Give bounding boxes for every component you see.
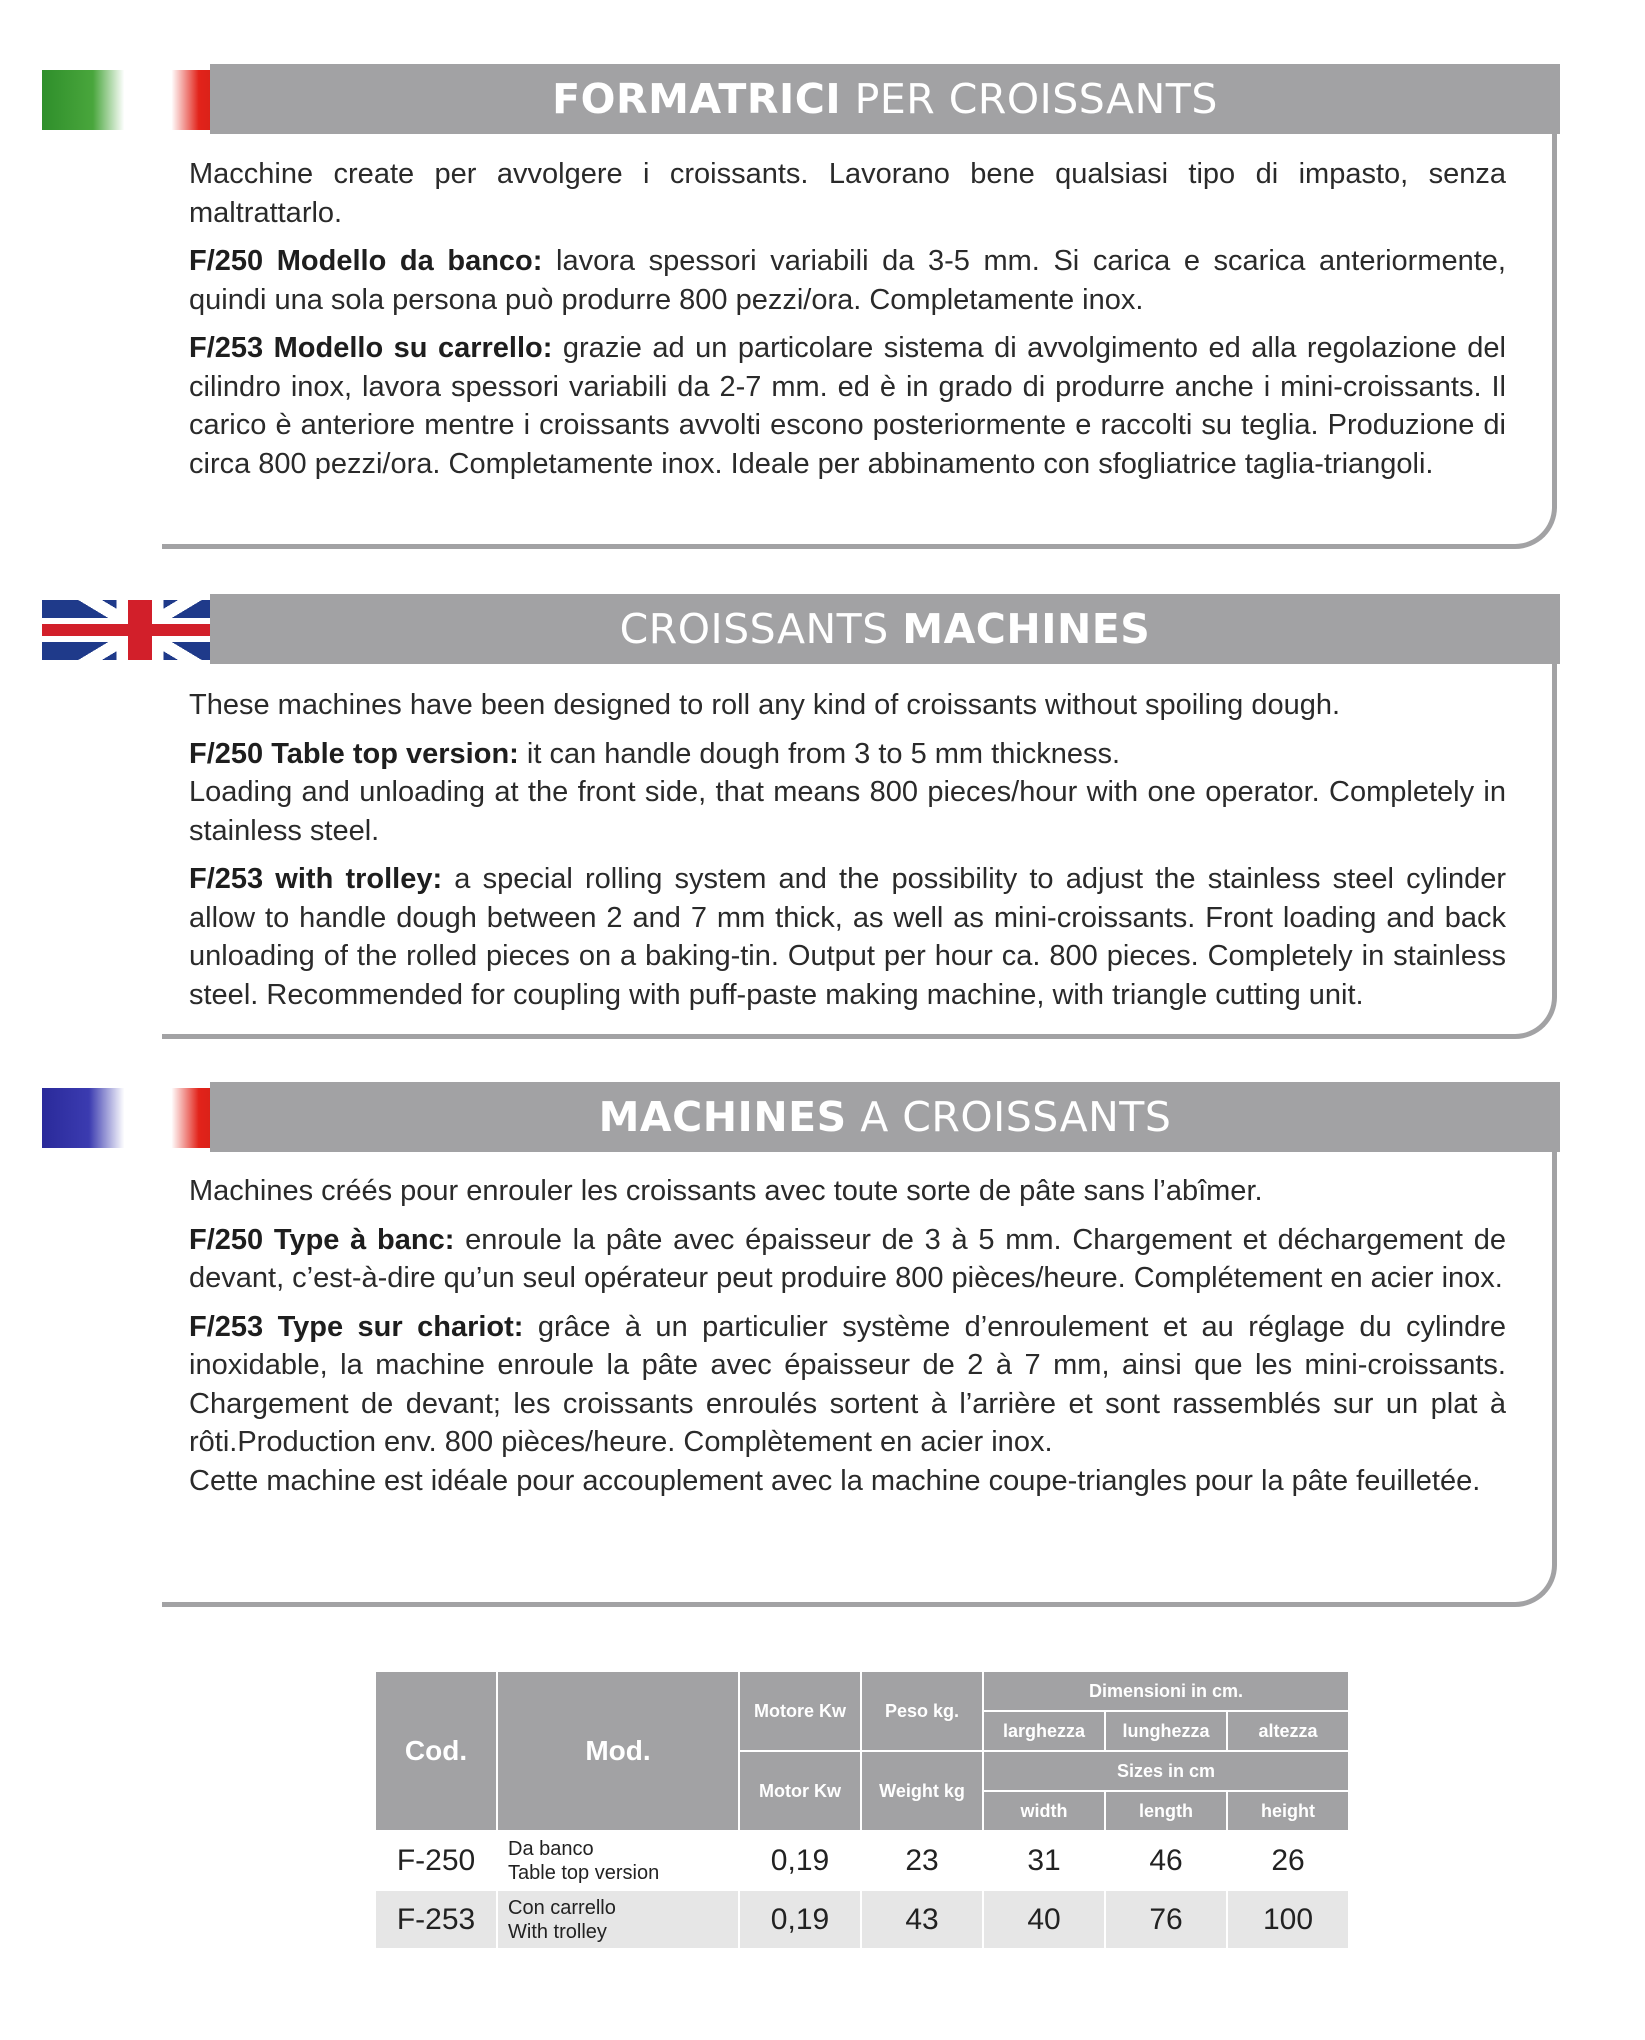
section-body	[189, 1172, 1506, 1510]
header-height: height	[1228, 1792, 1348, 1830]
header-altezza: altezza	[1228, 1712, 1348, 1750]
cell-cod: F-253	[376, 1891, 496, 1948]
header-peso: Peso kg.	[862, 1672, 982, 1750]
italian-flag-icon	[42, 70, 238, 130]
model-f253: F/253 Modello su carrello: grazie ad un particolare sistema di avvolgimento ed alla regolazione del cilindro inox, lavora spessori variabili da 2-7 mm. ed è in grado di produrre anche i mini-croissants. Il carico è anteriore mentre i croissants avvolti escono posteriormente e raccolti su teglia. Produzione di circa 800 pezzi/ora. Completamente inox. Ideale per abbinamento con sfogliatrice taglia-triangoli.	[189, 332, 1506, 480]
cell-mod: Con carrello With trolley	[498, 1891, 738, 1948]
intro-text: Machines créés pour enrouler les croissants avec toute sorte de pâte sans l’abîmer.	[189, 1175, 1263, 1207]
header-mod: Mod.	[498, 1672, 738, 1830]
model-f250: F/250 Table top version: it can handle dough from 3 to 5 mm thickness. Loading and unloading at the front side, that means 800 pieces/hour with one operator. Completely in stainless steel.	[189, 737, 1506, 847]
french-flag-icon	[42, 1088, 238, 1148]
header-sizes-en: Sizes in cm	[984, 1752, 1348, 1790]
cell-mod: Da banco Table top version	[508, 1837, 660, 1884]
cell-length: 46	[1149, 1843, 1183, 1877]
cell-cod: F-250	[396, 1843, 476, 1877]
cell-height: 100	[1228, 1891, 1348, 1948]
model-f250: F/250 Type à banc: enroule la pâte avec épaisseur de 3 à 5 mm. Chargement et déchargement de devant, c’est-à-dire qu’un seul opérateur peut produire 800 pièces/heure. Complétement en acier inox.	[189, 1223, 1506, 1294]
section-title: CROISSANTS MACHINES	[210, 594, 1560, 664]
cell-height: 26	[1271, 1843, 1305, 1877]
cell-width: 40	[984, 1891, 1104, 1948]
header-motor: Motor Kw	[740, 1752, 860, 1830]
intro-text: These machines have been designed to roll any kind of croissants without spoiling dough.	[189, 689, 1341, 721]
model-f250: F/250 Modello da banco: lavora spessori variabili da 3-5 mm. Si carica e scarica anteriormente, quindi una sola persona può produrre 800 pezzi/ora. Completamente inox.	[189, 245, 1506, 316]
header-dimensions-it: Dimensioni in cm.	[984, 1672, 1348, 1710]
intro-text: Macchine create per avvolgere i croissants. Lavorano bene qualsiasi tipo di impasto, senza maltrattarlo.	[189, 158, 1506, 229]
cell-width: 31	[1027, 1843, 1061, 1877]
model-f253: F/253 with trolley: a special rolling system and the possibility to adjust the stainless steel cylinder allow to handle dough between 2 and 7 mm thick, as well as mini-croissants. Front loading and back unloading of the rolled pieces on a baking-tin. Output per hour ca. 800 pieces. Completely in stainless steel. Recommended for coupling with puff-paste making machine, with triangle cutting unit.	[189, 863, 1506, 1011]
cell-length: 76	[1106, 1891, 1226, 1948]
section-body	[189, 155, 1506, 493]
spec-table	[374, 1670, 1350, 1950]
uk-flag-icon	[42, 600, 238, 660]
header-motore: Motore Kw	[740, 1672, 860, 1750]
header-larghezza: larghezza	[984, 1712, 1104, 1750]
model-f253: F/253 Type sur chariot: grâce à un particulier système d’enroulement et au réglage du cylindre inoxidable, la machine enroule la pâte avec épaisseur de 2 à 7 mm, ainsi que les mini-croissants. Chargement de devant; les croissants enroulés sortent à l’arrière et sont rassemblés sur un plat à rôti.Production env. 800 pièces/heure. Complètement en acier inox. Cette machine est idéale pour accouplement avec la machine coupe-triangles pour la pâte feuilletée.	[189, 1310, 1506, 1497]
cell-kw: 0,19	[770, 1843, 830, 1877]
table-row	[376, 1891, 1348, 1948]
table-row	[376, 1832, 1348, 1889]
header-cod: Cod.	[376, 1672, 496, 1830]
cell-kw: 0,19	[740, 1891, 860, 1948]
cell-kg: 43	[862, 1891, 982, 1948]
section-title: FORMATRICI PER CROISSANTS	[210, 64, 1560, 134]
header-weight: Weight kg	[862, 1752, 982, 1830]
section-body	[189, 686, 1506, 1024]
section-title: MACHINES A CROISSANTS	[210, 1082, 1560, 1152]
header-width: width	[984, 1792, 1104, 1830]
cell-kg: 23	[905, 1843, 939, 1877]
header-lunghezza: lunghezza	[1106, 1712, 1226, 1750]
header-length: length	[1106, 1792, 1226, 1830]
